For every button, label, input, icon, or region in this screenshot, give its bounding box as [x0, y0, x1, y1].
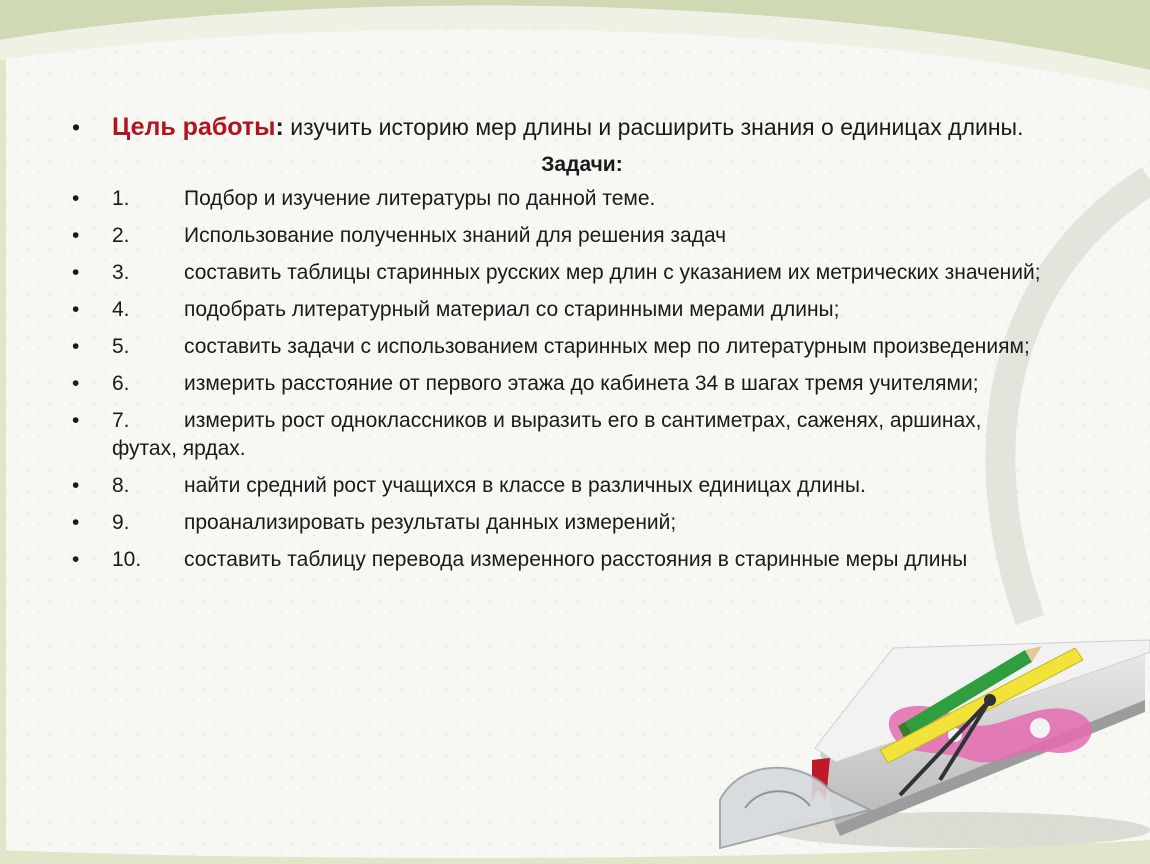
tasks-heading: Задачи:	[541, 153, 623, 176]
task-number: 9.	[112, 511, 130, 534]
task-text: подобрать литературный материал со старинными мерами длины;	[184, 298, 840, 321]
task-number: 5.	[112, 335, 130, 358]
task-text: Использование полученных знаний для решения задач	[184, 224, 727, 247]
task-number: 8.	[112, 474, 130, 497]
bullet-marker: •	[72, 261, 80, 284]
task-item	[72, 546, 1052, 574]
bullet-marker: •	[72, 511, 80, 534]
task-text: составить задачи с использованием старинных мер по литературным произведениям;	[184, 335, 1030, 358]
task-text: измерить расстояние от первого этажа до кабинета 34 в шагах тремя учителями;	[184, 372, 979, 395]
task-text: составить таблицу перевода измеренного расстояния в старинные меры длины	[184, 548, 968, 571]
task-number: 1.	[112, 187, 130, 210]
bullet-marker: •	[72, 372, 80, 395]
slide-content	[72, 112, 1052, 583]
bullet-marker: •	[72, 335, 80, 358]
task-text: Подбор и изучение литературы по данной теме.	[184, 187, 656, 210]
task-number: 3.	[112, 261, 130, 284]
task-number: 10.	[112, 548, 142, 571]
task-text: проанализировать результаты данных измерений;	[184, 511, 677, 534]
task-item	[72, 333, 1052, 361]
task-item	[72, 259, 1052, 287]
bullet-marker: •	[72, 298, 80, 321]
task-item	[72, 370, 1052, 398]
task-text: составить таблицы старинных русских мер длин с указанием их метрических значений;	[184, 261, 1041, 284]
bullet-marker: •	[72, 548, 80, 571]
bullet-marker: •	[72, 187, 80, 210]
task-item	[72, 222, 1052, 250]
task-text: измерить рост одноклассников и выразить его в сантиметрах, саженях, аршинах, футах, ярдах.	[112, 409, 982, 460]
task-item	[72, 509, 1052, 537]
goal-colon: :	[275, 113, 284, 141]
tasks-list	[72, 185, 1052, 574]
task-item	[72, 296, 1052, 324]
task-number: 4.	[112, 298, 130, 321]
bullet-marker: •	[72, 474, 80, 497]
goal-text: изучить историю мер длины и расширить знания о единицах длины.	[283, 114, 1024, 140]
task-text: найти средний рост учащихся в классе в различных единицах длины.	[184, 474, 866, 497]
bullet-marker: •	[72, 409, 80, 432]
goal-paragraph	[72, 112, 1052, 143]
task-number: 6.	[112, 372, 130, 395]
task-number: 2.	[112, 224, 130, 247]
goal-label: Цель работы	[112, 113, 276, 141]
bullet-marker: •	[72, 114, 81, 140]
task-number: 7.	[112, 409, 130, 432]
bullet-marker: •	[72, 224, 80, 247]
task-item	[72, 185, 1052, 213]
task-item	[72, 407, 1052, 463]
task-item	[72, 472, 1052, 500]
